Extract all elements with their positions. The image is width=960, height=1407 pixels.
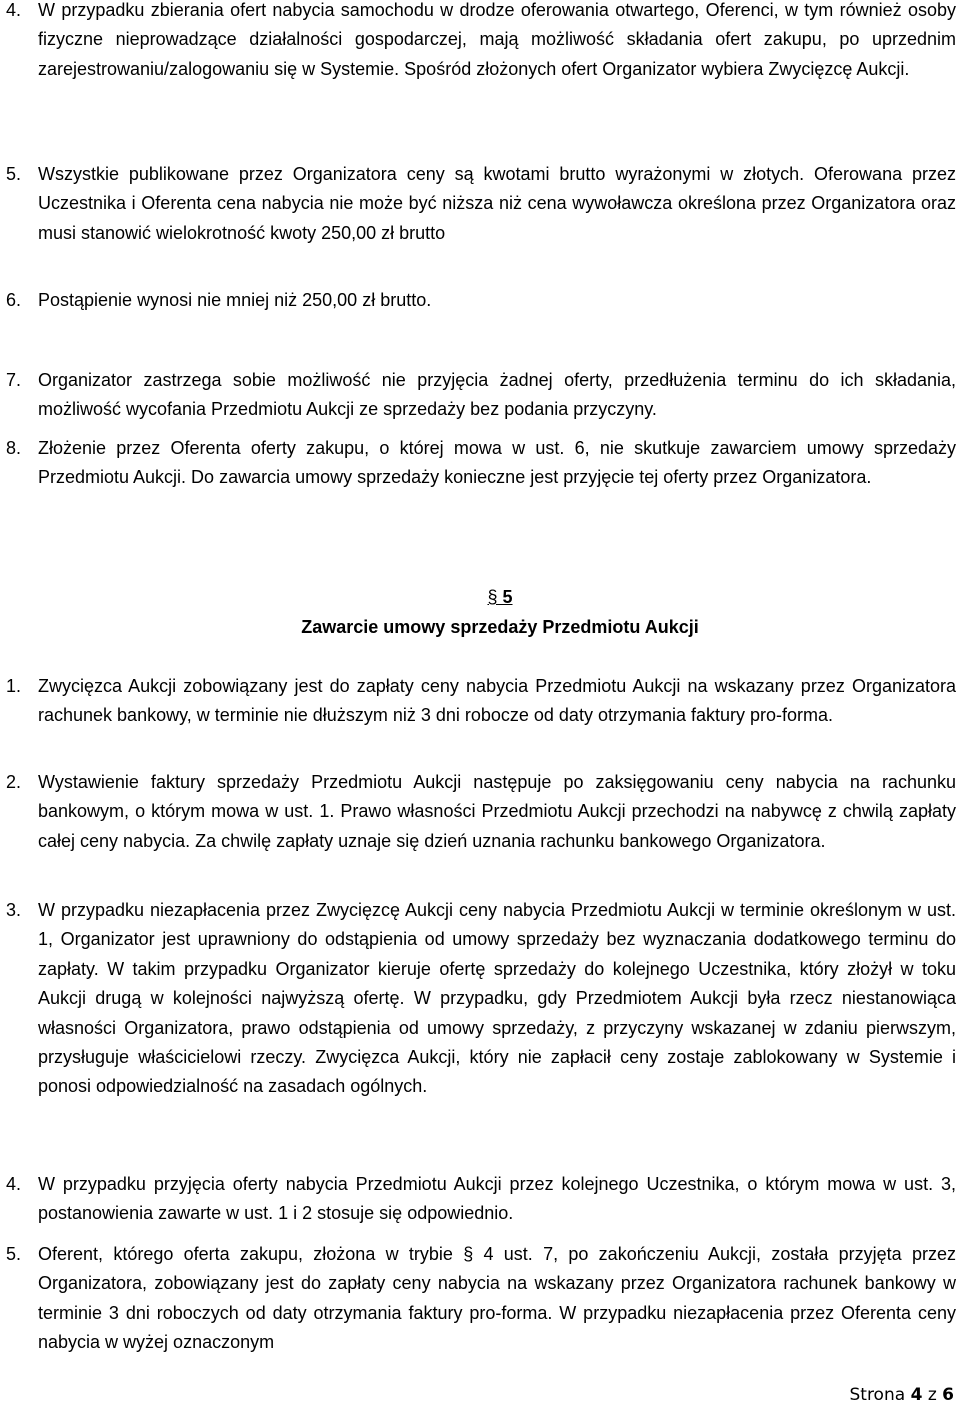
item-text: Zwycięzca Aukcji zobowiązany jest do zapłaty ceny nabycia Przedmiotu Aukcji na wskazany przez Organizatora rachunek bankowy, w terminie nie dłuższym niż 3 dni robocze od daty otrzymania faktury pro-forma. (38, 676, 956, 726)
footer-prefix: Strona (849, 1385, 906, 1405)
list-item (6, 160, 956, 248)
section-sign: § 5 (487, 587, 513, 607)
item-number: 7. (6, 370, 22, 390)
list-item (6, 768, 956, 856)
footer-total-pages: 6 (942, 1385, 954, 1405)
item-text: Wszystkie publikowane przez Organizatora ceny są kwotami brutto wyrażonymi w złotych. Oferowana przez Uczestnika i Oferenta cena nabycia nie może być niższa niż cena wywoławcza określona przez Organizatora oraz musi stanowić wielokrotność kwoty 250,00 zł brutto (38, 164, 956, 243)
list-item (6, 434, 956, 493)
item-text: W przypadku zbierania ofert nabycia samochodu w drodze oferowania otwartego, Oferenci, w tym również osoby fizyczne nieprowadzące działalności gospodarczej, mają możliwość składania ofert zakupu, po uprzednim zarejestrowaniu/zalogowaniu się w Systemie. Spośród złożonych ofert Organizator wybiera Zwycięzcę Aukcji. (38, 0, 956, 79)
item-number: 6. (6, 290, 22, 310)
item-number: 4. (6, 0, 22, 20)
item-text: W przypadku niezapłacenia przez Zwycięzcę Aukcji ceny nabycia Przedmiotu Aukcji w terminie określonym w ust. 1, Organizator jest uprawniony do odstąpienia od umowy sprzedaży bez wyznaczania dodatkowego terminu do zapłaty. W takim przypadku Organizator kieruje ofertę sprzedaży do kolejnego Uczestnika, który złożył w toku Aukcji drugą w kolejności najwyższą ofertę. W przypadku, gdy Przedmiotem Aukcji była rzecz niestanowiąca własności Organizatora, prawo odstąpienia od umowy sprzedaży, z przyczyny wskazanej w zdaniu pierwszym, przysługuje właścicielowi rzeczy. Zwycięzca Aukcji, który nie zapłacił ceny zostaje zablokowany w Systemie i ponosi odpowiedzialność na zasadach ogólnych. (38, 900, 956, 1097)
item-number: 8. (6, 438, 22, 458)
page-number-footer (849, 1384, 954, 1406)
list-item (6, 0, 956, 84)
list-item (6, 366, 956, 425)
list-item (6, 1170, 956, 1229)
footer-current-page: 4 (910, 1385, 923, 1405)
item-number: 4. (6, 1174, 22, 1194)
item-text: Wystawienie faktury sprzedaży Przedmiotu Aukcji następuje po zaksięgowaniu ceny nabycia na rachunku bankowym, o którym mowa w ust. 1. Prawo własności Przedmiotu Aukcji przechodzi na nabywcę z chwilą zapłaty całej ceny nabycia. Za chwilę zapłaty uznaje się dzień uznania rachunku bankowego Organizatora. (38, 772, 956, 851)
list-item (6, 672, 956, 731)
list-item (6, 896, 956, 1102)
list-item (6, 286, 956, 315)
section-title: Zawarcie umowy sprzedaży Przedmiotu Aukcji (301, 617, 699, 637)
item-text: Organizator zastrzega sobie możliwość nie przyjęcia żadnej oferty, przedłużenia terminu do ich składania, możliwość wycofania Przedmiotu Aukcji ze sprzedaży bez podania przyczyny. (38, 370, 956, 420)
item-number: 2. (6, 772, 22, 792)
item-number: 3. (6, 900, 22, 920)
footer-separator: z (927, 1385, 937, 1405)
section-number (0, 582, 960, 612)
list-item (6, 1240, 956, 1358)
item-number: 5. (6, 1244, 22, 1264)
item-text: W przypadku przyjęcia oferty nabycia Przedmiotu Aukcji przez kolejnego Uczestnika, o którym mowa w ust. 3, postanowienia zawarte w ust. 1 i 2 stosuje się odpowiednio. (38, 1174, 956, 1224)
item-text: Postąpienie wynosi nie mniej niż 250,00 zł brutto. (38, 290, 432, 310)
item-text: Złożenie przez Oferenta oferty zakupu, o której mowa w ust. 6, nie skutkuje zawarciem umowy sprzedaży Przedmiotu Aukcji. Do zawarcia umowy sprzedaży konieczne jest przyjęcie tej oferty przez Organizatora. (38, 438, 956, 488)
item-number: 5. (6, 164, 22, 184)
item-text: Oferent, którego oferta zakupu, złożona w trybie § 4 ust. 7, po zakończeniu Aukcji, została przyjęta przez Organizatora, zobowiązany jest do zapłaty ceny nabycia na wskazany przez Organizatora rachunek bankowy w terminie 3 dni roboczych od daty otrzymania faktury pro-forma. W przypadku niezapłacenia przez Oferenta ceny nabycia w wyżej oznaczonym (38, 1244, 956, 1353)
item-number: 1. (6, 676, 22, 696)
